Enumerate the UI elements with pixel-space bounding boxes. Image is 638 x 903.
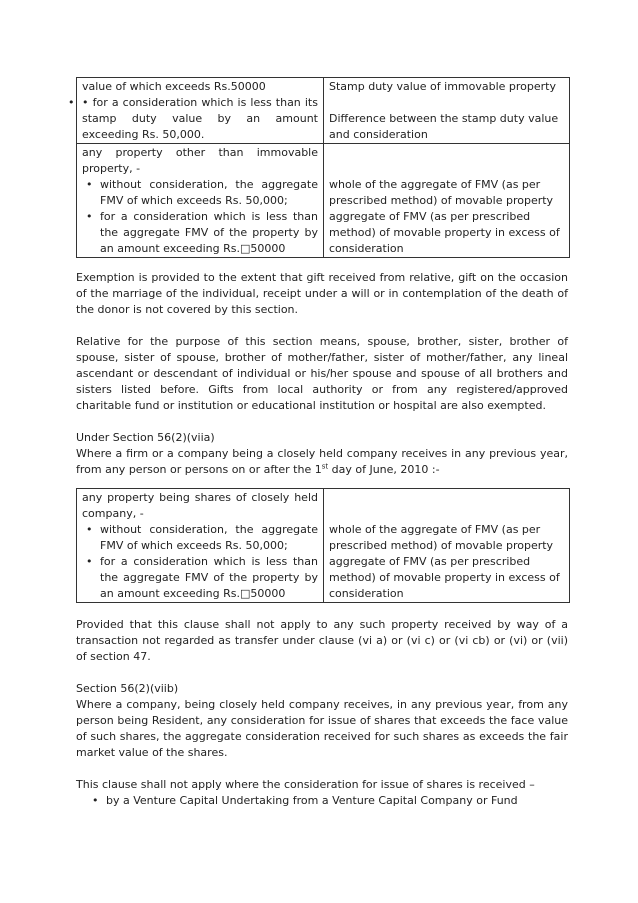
- cell-text: whole of the aggregate of FMV (as per prescribed method) of movable property aggregate of FMV (as per prescribed method) of movable property in excess of consideration: [329, 178, 560, 255]
- section-heading-viib: Section 56(2)(viib): [76, 682, 179, 695]
- paragraph-relative: Relative for the purpose of this section means, spouse, brother, sister, brother of spouse, sister of spouse, brother of mother/father, sister of mother/father, any lineal ascendant or descendant of individual or his/her spouse and spouse of all brothers and sisters listed before. Gifts from local authority or from any registered/approved charitable fund or institution or educational institution or hospital are also exempted.: [76, 335, 568, 412]
- section-text-viib: Where a company, being closely held company receives, in any previous year, from any person being Resident, any consideration for issue of shares that exceeds the face value of such shares, the aggregate consideration received for such shares as exceeds the fair market value of the shares.: [76, 698, 568, 759]
- bullet-inline: •: [82, 96, 93, 109]
- spacer: [76, 603, 568, 617]
- cell-text: value of which exceeds Rs.50000: [82, 80, 266, 93]
- list-item: • for a consideration which is less than the aggregate FMV of the property by an amount exceeding Rs.□50000: [100, 209, 318, 257]
- cell-text: Difference between the stamp duty value and consideration: [329, 112, 559, 141]
- gift-table-2: [76, 488, 570, 603]
- spacer: [76, 665, 568, 681]
- table-row: [77, 489, 570, 603]
- paragraph-clause: This clause shall not apply where the consideration for issue of shares is received –: [76, 778, 535, 791]
- list-item: • for a consideration which is less than the aggregate FMV of the property by an amount exceeding Rs.□50000: [100, 554, 318, 602]
- table-cell: [324, 144, 570, 258]
- list-item: • without consideration, the aggregate FMV of which exceeds Rs. 50,000;: [100, 177, 318, 209]
- list-item: [82, 95, 318, 143]
- section-text-viia: [76, 446, 568, 478]
- table-row: [77, 78, 570, 144]
- text-span: day of June, 2010 :-: [328, 463, 440, 476]
- table-cell: [77, 78, 324, 144]
- cell-text: whole of the aggregate of FMV (as per prescribed method) of movable property aggregate of FMV (as per prescribed method) of movable property in excess of consideration: [329, 523, 560, 600]
- text-span: Where a firm or a company being a closely held company receives in any previous year, from any person or persons on or after the 1: [76, 447, 568, 476]
- spacer: [329, 95, 564, 111]
- table-row: [77, 144, 570, 258]
- table-cell: [324, 78, 570, 144]
- bullet-list: [82, 522, 318, 602]
- list-item: • without consideration, the aggregate FMV of which exceeds Rs. 50,000;: [100, 522, 318, 554]
- paragraph-exemption: Exemption is provided to the extent that gift received from relative, gift on the occasion of the marriage of the individual, receipt under a will or in contemplation of the death of the donor is not covered by this section.: [76, 271, 568, 316]
- gift-table-1: [76, 77, 570, 258]
- superscript: st: [321, 462, 329, 471]
- document-page: [76, 77, 568, 809]
- spacer: [76, 761, 568, 777]
- spacer: [76, 318, 568, 334]
- spacer: [76, 414, 568, 430]
- cell-text: Stamp duty value of immovable property: [329, 80, 557, 93]
- list-item-text: for a consideration which is less than its stamp duty value by an amount exceeding Rs. 50,000.: [82, 96, 318, 141]
- table-cell: [77, 144, 324, 258]
- bullet-list: [76, 793, 568, 809]
- list-item: • by a Venture Capital Undertaking from a Venture Capital Company or Fund: [106, 793, 568, 809]
- section-heading-viia: Under Section 56(2)(viia): [76, 431, 215, 444]
- cell-text: any property being shares of closely held company, -: [82, 491, 318, 520]
- spacer: [76, 258, 568, 270]
- bullet-list: [82, 177, 318, 257]
- table-cell: [324, 489, 570, 603]
- bullet-list: [82, 95, 318, 143]
- spacer: [76, 478, 568, 488]
- table-cell: [77, 489, 324, 603]
- cell-text: any property other than immovable property, -: [82, 146, 318, 175]
- paragraph-provided: Provided that this clause shall not apply to any such property received by way of a transaction not regarded as transfer under clause (vi a) or (vi c) or (vi cb) or (vi) or (vii) of section 47.: [76, 618, 568, 663]
